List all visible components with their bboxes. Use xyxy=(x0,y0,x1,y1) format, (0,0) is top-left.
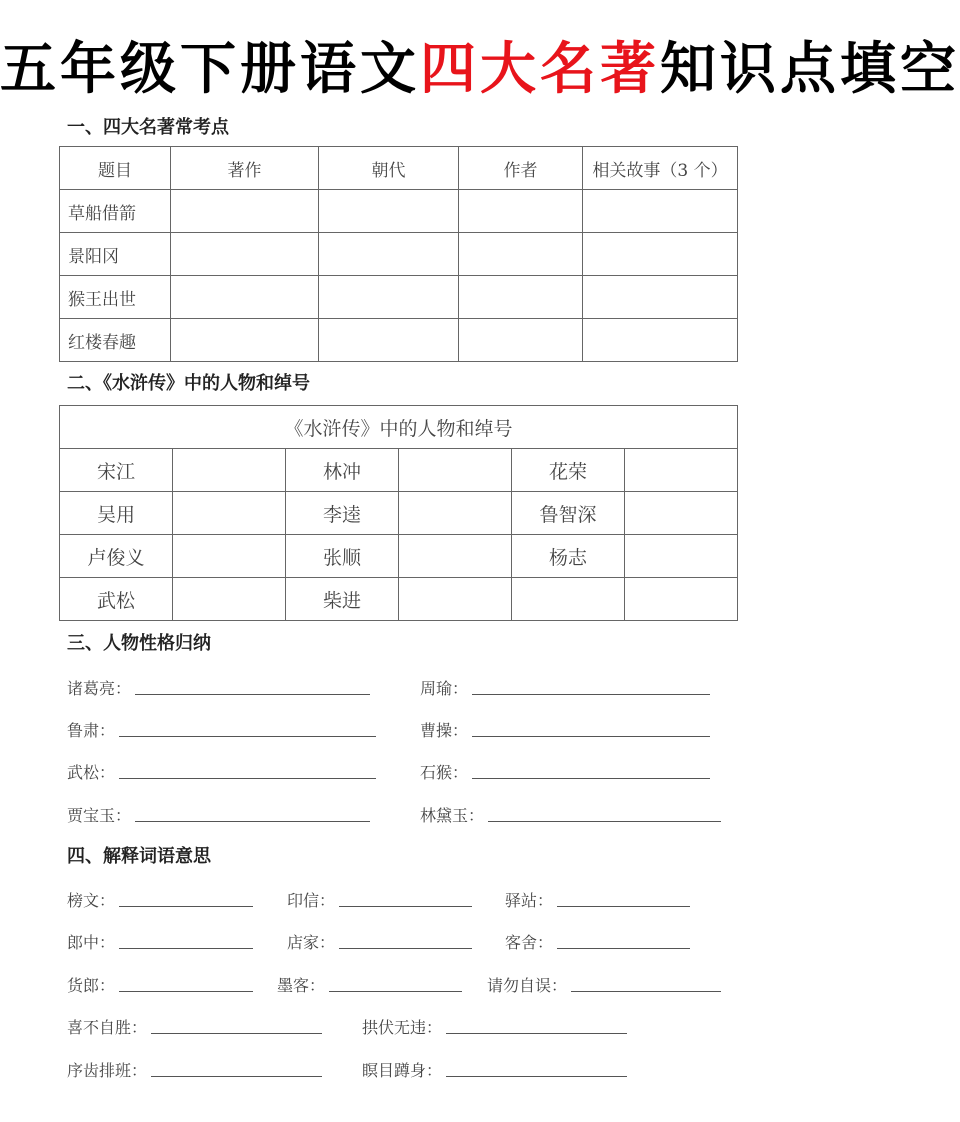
term-label: 客舍： xyxy=(505,933,554,952)
fill-in-item xyxy=(67,1015,322,1038)
topic-cell: 景阳冈 xyxy=(60,233,171,276)
term-label: 郎中： xyxy=(67,933,116,952)
header-cell: 朝代 xyxy=(319,147,459,190)
nickname-cell[interactable] xyxy=(625,535,738,578)
term-label: 曹操： xyxy=(420,721,469,740)
nickname-cell[interactable] xyxy=(173,535,286,578)
term-label: 序齿排班： xyxy=(67,1061,148,1080)
water-margin-table xyxy=(59,405,738,621)
answer-blank[interactable] xyxy=(119,990,253,992)
section4-heading: 四、解释词语意思 xyxy=(67,846,211,867)
term-label: 瞑目蹲身： xyxy=(362,1061,443,1080)
term-label: 店家： xyxy=(287,933,336,952)
topic-cell: 猴王出世 xyxy=(60,276,171,319)
table-header-row xyxy=(60,147,738,190)
character-cell: 卢俊义 xyxy=(60,535,173,578)
character-cell xyxy=(512,578,625,621)
term-label: 拱伏无违： xyxy=(362,1018,443,1037)
answer-blank[interactable] xyxy=(339,947,472,949)
term-label: 武松： xyxy=(67,763,116,782)
term-label: 诸葛亮： xyxy=(67,679,132,698)
header-cell: 相关故事（3 个） xyxy=(583,147,738,190)
answer-blank[interactable] xyxy=(472,693,710,695)
answer-cell[interactable] xyxy=(319,276,459,319)
character-cell: 花荣 xyxy=(512,449,625,492)
answer-blank[interactable] xyxy=(339,905,472,907)
answer-cell[interactable] xyxy=(171,233,319,276)
term-label: 鲁肃： xyxy=(67,721,116,740)
fill-in-item xyxy=(277,973,462,996)
page-title xyxy=(0,37,960,102)
nickname-cell[interactable] xyxy=(173,578,286,621)
fill-in-item xyxy=(67,888,253,911)
nickname-cell[interactable] xyxy=(625,492,738,535)
answer-blank[interactable] xyxy=(472,777,710,779)
fill-in-item xyxy=(362,1015,627,1038)
answer-cell[interactable] xyxy=(319,233,459,276)
answer-blank[interactable] xyxy=(135,693,370,695)
header-cell: 作者 xyxy=(459,147,583,190)
title-part1: 五年级下册语文 xyxy=(0,37,420,102)
answer-cell[interactable] xyxy=(583,319,738,362)
answer-cell[interactable] xyxy=(459,233,583,276)
nickname-cell[interactable] xyxy=(173,492,286,535)
fill-in-item xyxy=(420,760,710,783)
table-row xyxy=(60,233,738,276)
header-cell: 著作 xyxy=(171,147,319,190)
fill-in-item xyxy=(287,930,472,953)
title-part3: 知识点填空 xyxy=(660,37,960,102)
answer-blank[interactable] xyxy=(446,1032,627,1034)
answer-blank[interactable] xyxy=(135,820,370,822)
topic-cell: 草船借箭 xyxy=(60,190,171,233)
answer-cell[interactable] xyxy=(459,319,583,362)
term-label: 贾宝玉： xyxy=(67,806,132,825)
answer-blank[interactable] xyxy=(557,905,690,907)
answer-blank[interactable] xyxy=(557,947,690,949)
nickname-cell[interactable] xyxy=(399,578,512,621)
title-highlight: 四大名著 xyxy=(420,37,660,102)
answer-cell[interactable] xyxy=(171,319,319,362)
answer-cell[interactable] xyxy=(171,276,319,319)
character-cell: 杨志 xyxy=(512,535,625,578)
fill-in-item xyxy=(67,803,370,826)
term-label: 林黛玉： xyxy=(420,806,485,825)
answer-blank[interactable] xyxy=(151,1032,322,1034)
fill-in-item xyxy=(420,803,721,826)
answer-cell[interactable] xyxy=(171,190,319,233)
table-row xyxy=(60,276,738,319)
term-label: 请勿自误： xyxy=(487,976,568,995)
fill-in-item xyxy=(287,888,472,911)
term-label: 墨客： xyxy=(277,976,326,995)
nickname-cell[interactable] xyxy=(625,449,738,492)
fill-in-item xyxy=(505,930,690,953)
term-label: 榜文： xyxy=(67,891,116,910)
fill-in-item xyxy=(67,760,376,783)
answer-blank[interactable] xyxy=(446,1075,627,1077)
answer-cell[interactable] xyxy=(583,276,738,319)
answer-cell[interactable] xyxy=(583,233,738,276)
answer-blank[interactable] xyxy=(329,990,462,992)
answer-blank[interactable] xyxy=(119,777,376,779)
term-label: 驿站： xyxy=(505,891,554,910)
character-cell: 李逵 xyxy=(286,492,399,535)
term-label: 货郎： xyxy=(67,976,116,995)
character-cell: 武松 xyxy=(60,578,173,621)
character-cell: 宋江 xyxy=(60,449,173,492)
table-row xyxy=(60,190,738,233)
section3-heading: 三、人物性格归纳 xyxy=(67,633,211,654)
answer-blank[interactable] xyxy=(119,947,253,949)
table-title: 《水浒传》中的人物和绰号 xyxy=(60,406,738,449)
classics-table xyxy=(59,146,738,362)
fill-in-item xyxy=(420,676,710,699)
answer-cell[interactable] xyxy=(459,276,583,319)
fill-in-item xyxy=(487,973,721,996)
nickname-cell[interactable] xyxy=(173,449,286,492)
answer-blank[interactable] xyxy=(119,905,253,907)
table-row xyxy=(60,319,738,362)
answer-blank[interactable] xyxy=(119,735,376,737)
fill-in-item xyxy=(67,930,253,953)
fill-in-item xyxy=(362,1058,627,1081)
answer-cell[interactable] xyxy=(319,190,459,233)
fill-in-item xyxy=(505,888,690,911)
answer-cell[interactable] xyxy=(583,190,738,233)
fill-in-item xyxy=(67,1058,322,1081)
term-label: 石猴： xyxy=(420,763,469,782)
fill-in-item xyxy=(420,718,710,741)
fill-in-item xyxy=(67,973,253,996)
table-row xyxy=(60,535,738,578)
nickname-cell[interactable] xyxy=(399,492,512,535)
fill-in-item xyxy=(67,718,376,741)
section2-heading: 二、《水浒传》中的人物和绰号 xyxy=(67,373,310,394)
character-cell: 吴用 xyxy=(60,492,173,535)
character-cell: 张顺 xyxy=(286,535,399,578)
nickname-cell[interactable] xyxy=(399,449,512,492)
table-row xyxy=(60,449,738,492)
answer-cell[interactable] xyxy=(459,190,583,233)
answer-cell[interactable] xyxy=(319,319,459,362)
term-label: 喜不自胜： xyxy=(67,1018,148,1037)
term-label: 周瑜： xyxy=(420,679,469,698)
table-row xyxy=(60,492,738,535)
header-cell: 题目 xyxy=(60,147,171,190)
table-row xyxy=(60,578,738,621)
section1-heading: 一、四大名著常考点 xyxy=(67,117,229,138)
answer-blank[interactable] xyxy=(472,735,710,737)
character-cell: 林冲 xyxy=(286,449,399,492)
term-label: 印信： xyxy=(287,891,336,910)
character-cell: 鲁智深 xyxy=(512,492,625,535)
answer-blank[interactable] xyxy=(488,820,721,822)
fill-in-item xyxy=(67,676,370,699)
nickname-cell[interactable] xyxy=(399,535,512,578)
character-cell: 柴进 xyxy=(286,578,399,621)
topic-cell: 红楼春趣 xyxy=(60,319,171,362)
answer-blank[interactable] xyxy=(151,1075,322,1077)
answer-blank[interactable] xyxy=(571,990,721,992)
nickname-cell[interactable] xyxy=(625,578,738,621)
